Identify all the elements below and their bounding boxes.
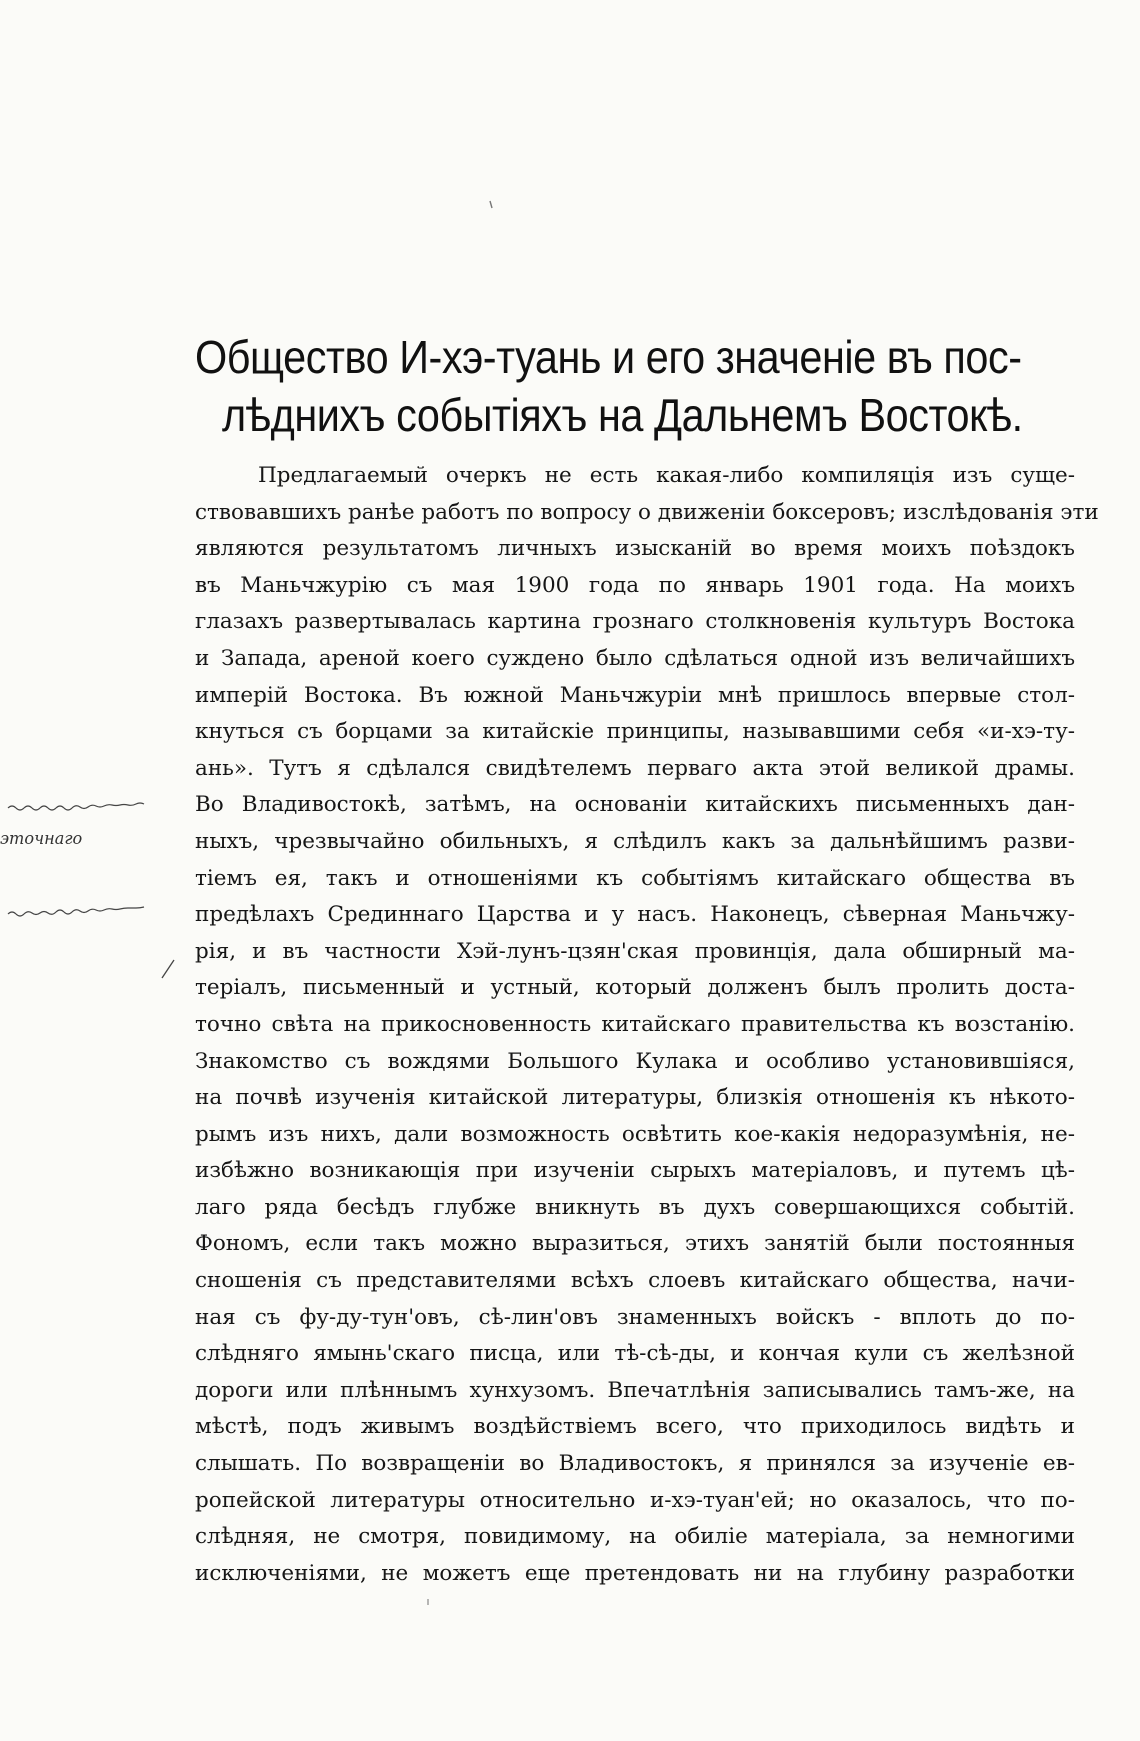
body-line: кнуться съ борцами за китайскіе принципы, называвшими себя «и-хэ-ту- [195, 719, 1075, 745]
margin-wavy-line-bottom [6, 904, 146, 918]
body-line: рымъ изъ нихъ, дали возможность освѣтить кое-какія недоразумѣнія, не- [195, 1121, 1075, 1147]
body-line: ная съ фу-ду-тун'овъ, сѣ-лин'овъ знаменныхъ войскъ - вплоть до по- [195, 1304, 1075, 1330]
body-line: точно свѣта на прикосновенность китайскаго правительства къ возстанію. [195, 1011, 1075, 1037]
body-line: сношенія съ представителями всѣхъ слоевъ китайскаго общества, начи- [195, 1268, 1075, 1294]
body-line: имперій Востока. Въ южной Маньчжуріи мнѣ пришлось впервые стол- [195, 682, 1075, 708]
body-line: ропейской литературы относительно и-хэ-туан'ей; но оказалось, что по- [195, 1487, 1075, 1513]
body-line: Во Владивостокѣ, затѣмъ, на основаніи китайскихъ письменныхъ дан- [195, 792, 1075, 818]
margin-note-text: эточнаго [0, 829, 83, 849]
body-line: слѣдняго ямынь'скаго писца, или тѣ-сѣ-ды, и кончая кули съ желѣзной [195, 1341, 1075, 1367]
margin-wavy-line-top [6, 800, 146, 814]
body-line: Фономъ, если такъ можно выразиться, этихъ занятій были постоянныя [195, 1231, 1075, 1257]
body-line: теріалъ, письменный и устный, который долженъ былъ пролить доста- [195, 975, 1075, 1001]
body-line: мѣстѣ, подъ живымъ воздѣйствіемъ всего, что приходилось видѣть и [195, 1414, 1075, 1440]
body-line: ныхъ, чрезвычайно обильныхъ, я слѣдилъ какъ за дальнѣйшимъ разви- [195, 828, 1075, 854]
body-line: являются результатомъ личныхъ изысканій во время моихъ поѣздокъ [195, 536, 1075, 562]
body-line: слѣдняя, не смотря, повидимому, на обиліе матеріала, за немногими [195, 1524, 1075, 1550]
body-line: и Запада, ареной коего суждено было сдѣлаться одной изъ величайшихъ [195, 645, 1075, 671]
pencil-tick-mark [158, 958, 178, 982]
body-line: рія, и въ частности Хэй-лунъ-цзян'ская провинція, дала обширный ма- [195, 938, 1075, 964]
article-title [195, 328, 1023, 444]
margin-note [0, 800, 150, 930]
body-line: тіемъ ея, такъ и отношеніями къ событіямъ китайскаго общества въ [195, 865, 1075, 891]
body-line: въ Маньчжурію съ мая 1900 года по январь 1901 года. На моихъ [195, 572, 1075, 598]
paper-speck [488, 200, 494, 210]
title-line-2: лѣднихъ событіяхъ на Дальнемъ Востокѣ. [222, 389, 1023, 441]
body-line: лаго ряда бесѣдъ глубже вникнуть въ духъ совершающихся событій. [195, 1194, 1075, 1220]
body-line: ань». Тутъ я сдѣлался свидѣтелемъ перваго акта этой великой драмы. [195, 755, 1075, 781]
body-line: избѣжно возникающія при изученіи сырыхъ матеріаловъ, и путемъ цѣ- [195, 1158, 1075, 1184]
paper-speck [425, 1598, 431, 1608]
body-line: Знакомство съ вождями Большого Кулака и особливо установившіяся, [195, 1048, 1075, 1074]
body-line: Предлагаемый очеркъ не есть какая-либо компиляція изъ суще- [258, 463, 1075, 488]
body-line: глазахъ развертывалась картина грознаго столкновенія культуръ Востока [195, 609, 1075, 635]
body-line: предѣлахъ Срединнаго Царства и у насъ. Наконецъ, сѣверная Маньчжу- [195, 902, 1075, 928]
body-line: слышать. По возвращеніи во Владивостокъ, я принялся за изученіе ев- [195, 1451, 1075, 1477]
body-line: ствовавшихъ ранѣе работъ по вопросу о движеніи боксеровъ; изслѣдованія эти [195, 499, 1099, 525]
body-line: исключеніями, не можетъ еще претендовать ни на глубину разработки [195, 1560, 1075, 1586]
title-line-1: Общество И-хэ-туань и его значеніе въ пос- [195, 331, 1022, 383]
body-line: на почвѣ изученія китайской литературы, близкія отношенія къ нѣкото- [195, 1085, 1075, 1111]
body-line: дороги или плѣннымъ хунхузомъ. Впечатлѣнія записывались тамъ-же, на [195, 1377, 1075, 1403]
article-body [195, 458, 1099, 1592]
